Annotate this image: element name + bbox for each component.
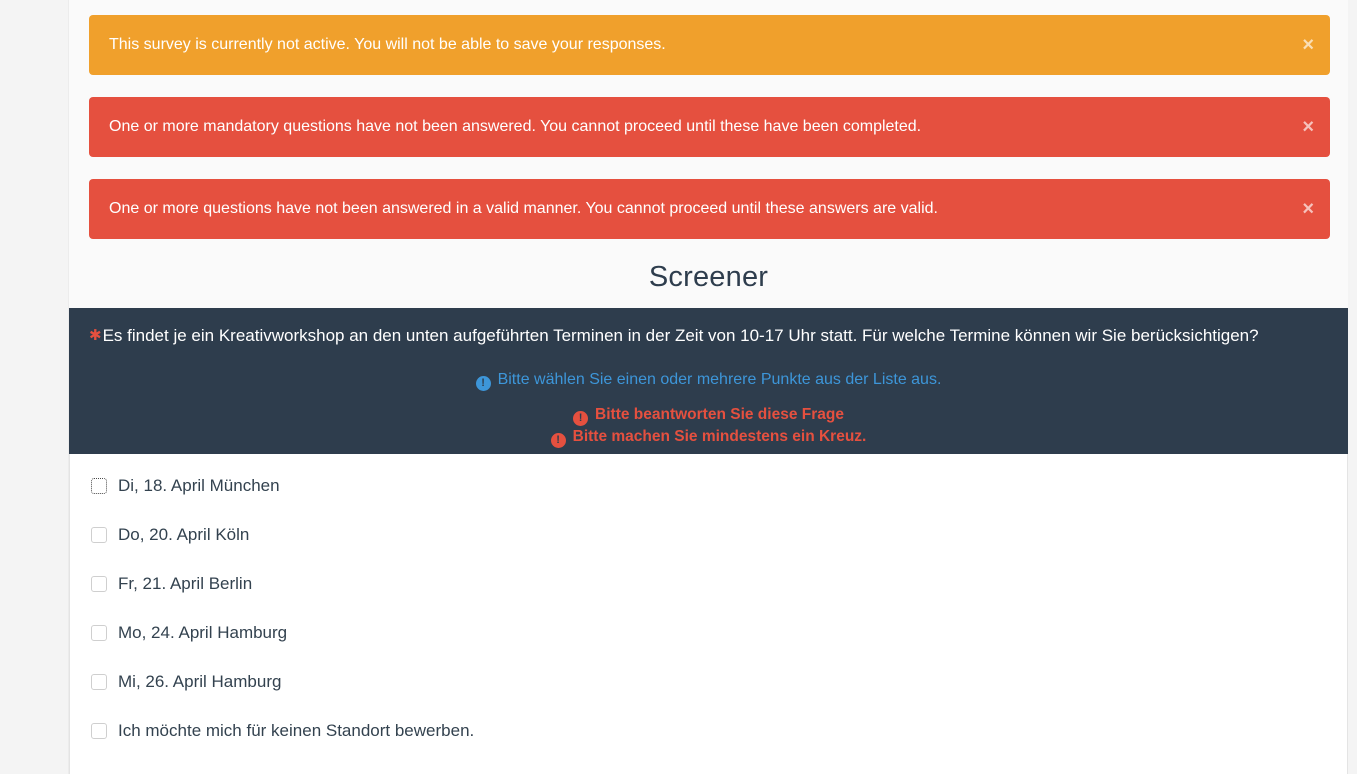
- checkbox[interactable]: [91, 674, 107, 690]
- close-icon[interactable]: ×: [1302, 116, 1314, 138]
- option-label: Di, 18. April München: [118, 476, 280, 495]
- alert-survey-not-active: [89, 15, 1330, 75]
- answer-area: [69, 454, 1348, 774]
- alert-text: One or more questions have not been answered in a valid manner. You cannot proceed until these answers are valid.: [109, 200, 938, 217]
- checkbox[interactable]: [91, 576, 107, 592]
- option-row-fr-21-april-berlin[interactable]: [90, 574, 1327, 594]
- question-tip-text: Bitte wählen Sie einen oder mehrere Punkte aus der Liste aus.: [497, 371, 942, 388]
- alert-text: This survey is currently not active. You will not be able to save your responses.: [109, 36, 666, 53]
- checkbox[interactable]: [91, 478, 107, 494]
- checkbox[interactable]: [91, 723, 107, 739]
- option-label: Mo, 24. April Hamburg: [118, 623, 288, 642]
- question-text: Es findet je ein Kreativworkshop an den unten aufgeführten Terminen in der Zeit von 10-17 Uhr statt. Für welche Termine können wir Sie berücksichtigen?: [102, 326, 1259, 345]
- mandatory-asterisk-icon: ✱: [89, 327, 102, 344]
- question-text-line: [89, 324, 1328, 348]
- error-text: Bitte beantworten Sie diese Frage: [595, 406, 844, 423]
- question-tip: [89, 371, 1328, 391]
- question-error-answer-required: [89, 404, 1328, 426]
- option-label: Ich möchte mich für keinen Standort bewerben.: [118, 721, 475, 740]
- checkbox[interactable]: [91, 625, 107, 641]
- question-group: [69, 308, 1348, 774]
- option-row-mo-24-april-hamburg[interactable]: [90, 623, 1327, 643]
- alert-invalid-answers: [89, 179, 1330, 239]
- option-row-do-20-april-koeln[interactable]: [90, 525, 1327, 545]
- alert-text: One or more mandatory questions have not been answered. You cannot proceed until these have been completed.: [109, 118, 922, 135]
- option-row-di-18-april-muenchen[interactable]: [90, 476, 1327, 496]
- option-label: Mi, 26. April Hamburg: [118, 672, 282, 691]
- page-title: Screener: [648, 261, 769, 293]
- checkbox[interactable]: [91, 527, 107, 543]
- question-header: [69, 308, 1348, 454]
- error-text: Bitte machen Sie mindestens ein Kreuz.: [572, 428, 867, 445]
- option-row-mi-26-april-hamburg[interactable]: [90, 672, 1327, 692]
- info-circle-icon: !: [476, 376, 491, 391]
- close-icon[interactable]: ×: [1302, 34, 1314, 56]
- option-row-kein-standort[interactable]: [90, 721, 1327, 741]
- alert-mandatory-unanswered: [89, 97, 1330, 157]
- close-icon[interactable]: ×: [1302, 198, 1314, 220]
- survey-main-area: [68, 0, 1348, 774]
- question-error-min-one-check: [89, 426, 1328, 448]
- alert-stack: [69, 0, 1348, 239]
- option-label: Fr, 21. April Berlin: [118, 574, 253, 593]
- option-label: Do, 20. April Köln: [118, 525, 250, 544]
- exclamation-circle-icon: !: [551, 433, 566, 448]
- exclamation-circle-icon: !: [573, 411, 588, 426]
